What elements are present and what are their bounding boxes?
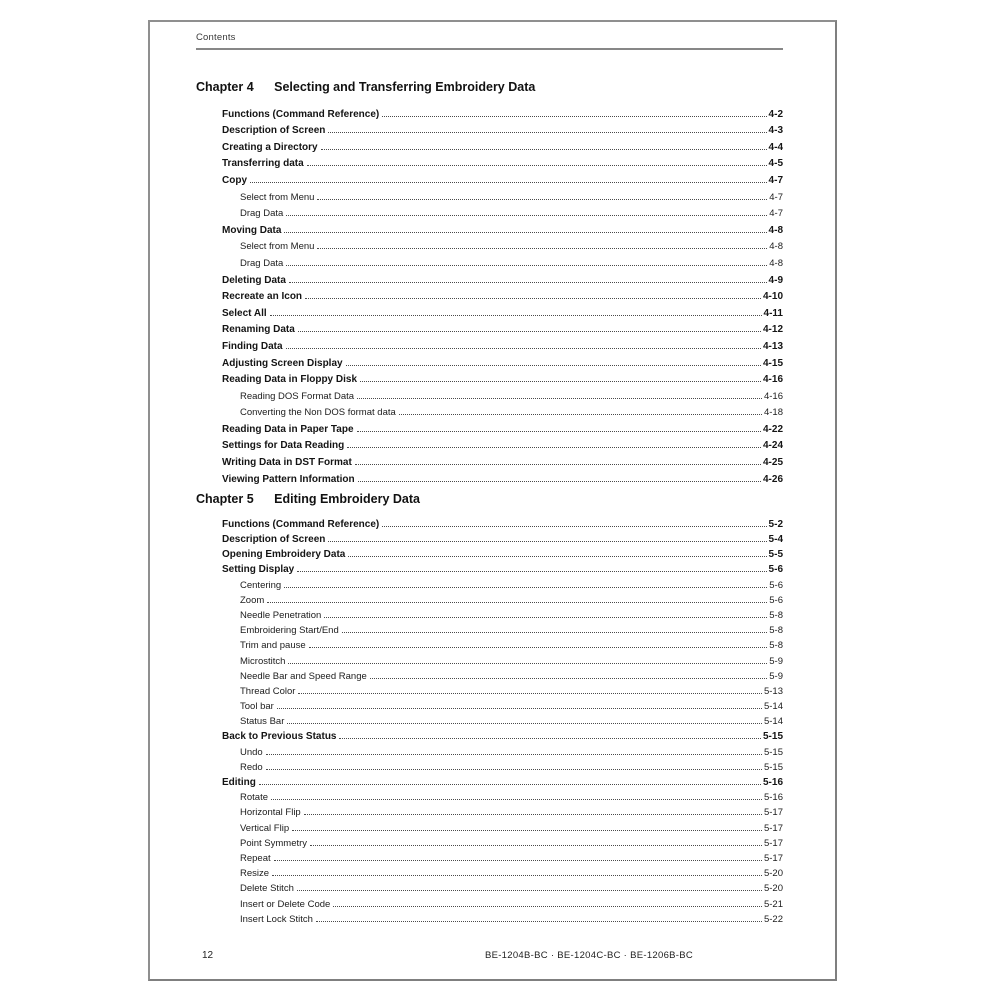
toc-entry [196,468,783,485]
dot-leader [370,678,768,679]
toc-entry-label: Undo [240,746,263,758]
toc-entry [196,667,783,682]
toc-entry-page-number: 4-13 [762,340,783,352]
toc-entry-page-number: 5-14 [763,701,783,713]
dot-leader [298,693,762,694]
dot-leader [304,814,762,815]
toc-entry-label: Needle Bar and Speed Range [240,670,367,682]
toc-entry [196,773,783,788]
toc-entry-label: Settings for Data Reading [222,440,345,452]
toc-entry-page-number: 5-17 [763,822,783,834]
toc-entry [196,153,783,170]
dot-leader [250,182,767,183]
chapter-label: Chapter 4 [196,80,254,94]
toc-entry-label: Adjusting Screen Display [222,357,343,369]
toc-entry-label: Repeat [240,852,271,864]
toc-entry [196,636,783,651]
dot-leader [357,398,762,399]
toc-entry [196,435,783,452]
toc-entry-page-number: 4-25 [762,457,783,469]
toc-entry-page-number: 4-4 [768,141,783,153]
toc-entry-label: Zoom [240,594,265,606]
dot-leader [357,431,761,432]
header-rule [196,48,783,50]
toc-entry-label: Reading DOS Format Data [240,390,355,402]
toc-entry-page-number: 5-16 [762,777,783,789]
toc-entry [196,530,783,545]
toc-entry-label: Moving Data [222,224,282,236]
toc-entry-page-number: 5-8 [769,625,783,637]
toc-entry [196,219,783,236]
toc-entry-page-number: 4-7 [768,174,783,186]
dot-leader [360,381,761,382]
dot-leader [297,890,762,891]
toc-chapter [196,80,783,485]
toc-entry-page-number: 4-8 [769,257,783,269]
toc-entry-label: Resize [240,868,270,880]
toc-entry [196,269,783,286]
toc-entry-page-number: 4-16 [763,390,783,402]
dot-leader [297,571,766,572]
dot-leader [316,921,762,922]
toc-entry [196,606,783,621]
chapter-label: Chapter 5 [196,491,254,506]
dot-leader [289,282,767,283]
toc-entry [196,252,783,269]
toc-entry-page-number: 5-17 [763,807,783,819]
toc-entry-page-number: 4-11 [763,307,783,319]
toc-entry-page-number: 5-21 [763,898,783,910]
toc-entry [196,621,783,636]
dot-leader [321,149,767,150]
dot-leader [287,723,762,724]
toc-entry [196,515,783,530]
toc-entry-label: Opening Embroidery Data [222,549,346,561]
toc-entry-page-number: 4-22 [762,423,783,435]
toc-entry-label: Functions (Command Reference) [222,108,380,120]
dot-leader [288,663,767,664]
toc-entry [196,879,783,894]
toc-entry [196,712,783,727]
toc-entry-page-number: 4-15 [762,357,783,369]
toc-entry-page-number: 4-9 [768,274,783,286]
chapter-title: Selecting and Transferring Embroidery Data [274,80,536,94]
toc-entry-page-number: 5-17 [763,852,783,864]
toc-entry-page-number: 5-9 [769,670,783,682]
toc-entry [196,727,783,742]
toc-entry [196,203,783,220]
toc-entry-page-number: 4-2 [768,108,783,120]
chapter-entries [196,103,783,485]
dot-leader [266,754,762,755]
dot-leader [339,738,761,739]
toc-entry-page-number: 4-8 [768,224,783,236]
toc-entry-page-number: 5-15 [762,731,783,743]
toc-entry-page-number: 5-20 [763,868,783,880]
toc-entry-label: Insert or Delete Code [240,898,331,910]
dot-leader [286,348,761,349]
toc-entry-label: Description of Screen [222,125,326,137]
toc-entry-page-number: 5-22 [763,913,783,925]
dot-leader [270,315,762,316]
table-of-contents [196,80,783,925]
toc-entry-label: Vertical Flip [240,822,290,834]
toc-entry-page-number: 5-8 [769,640,783,652]
toc-chapter [196,492,783,925]
toc-entry-page-number: 5-6 [768,564,783,576]
dot-leader [358,481,761,482]
toc-entry [196,758,783,773]
toc-entry-label: Setting Display [222,564,295,576]
toc-entry [196,910,783,925]
toc-entry-page-number: 4-26 [762,473,783,485]
toc-entry [196,286,783,303]
dot-leader [271,799,762,800]
dot-leader [274,860,762,861]
toc-entry [196,335,783,352]
toc-entry [196,369,783,386]
toc-entry [196,834,783,849]
toc-entry [196,169,783,186]
dot-leader [309,647,768,648]
toc-entry-label: Select All [222,307,267,319]
toc-entry [196,120,783,137]
toc-entry-label: Converting the Non DOS format data [240,407,396,419]
dot-leader [259,784,761,785]
toc-entry [196,186,783,203]
footer-model-names: BE-1204B-BC · BE-1204C-BC · BE-1206B-BC [484,950,694,961]
toc-entry-label: Viewing Pattern Information [222,473,355,485]
toc-entry [196,849,783,864]
toc-entry-label: Insert Lock Stitch [240,913,313,925]
toc-entry-page-number: 4-7 [769,191,783,203]
toc-entry [196,803,783,818]
toc-entry-label: Thread Color [240,685,296,697]
toc-entry-label: Drag Data [240,257,284,269]
toc-entry-label: Deleting Data [222,274,286,286]
dot-leader [346,365,761,366]
dot-leader [266,769,762,770]
dot-leader [399,414,762,415]
toc-entry-label: Microstitch [240,655,286,667]
dot-leader [324,617,767,618]
toc-entry [196,788,783,803]
toc-entry-page-number: 4-7 [769,208,783,220]
toc-entry-label: Transferring data [222,158,304,170]
toc-entry-page-number: 5-16 [763,792,783,804]
chapter-title: Editing Embroidery Data [274,491,420,506]
toc-entry-label: Back to Previous Status [222,731,337,743]
dot-leader [277,708,762,709]
toc-entry-label: Functions (Command Reference) [222,518,380,530]
toc-entry-page-number: 5-20 [763,883,783,895]
toc-entry-label: Point Symmetry [240,837,308,849]
toc-entry-label: Select from Menu [240,191,315,203]
dot-leader [342,632,768,633]
dot-leader [317,199,767,200]
dot-leader [328,132,766,133]
toc-entry-label: Centering [240,579,282,591]
toc-entry-page-number: 4-24 [762,440,783,452]
toc-entry [196,864,783,879]
dot-leader [310,845,762,846]
toc-entry-page-number: 4-18 [763,407,783,419]
toc-entry [196,818,783,833]
chapter-entries [196,515,783,925]
dot-leader [284,232,766,233]
toc-entry-page-number: 5-8 [769,609,783,621]
toc-entry [196,545,783,560]
toc-entry-label: Trim and pause [240,640,306,652]
toc-entry-label: Select from Menu [240,241,315,253]
dot-leader [292,830,762,831]
toc-entry [196,591,783,606]
dot-leader [347,447,761,448]
toc-entry-page-number: 5-4 [768,534,783,546]
dot-leader [267,602,767,603]
toc-entry [196,651,783,666]
dot-leader [382,116,766,117]
toc-entry [196,894,783,909]
dot-leader [333,906,762,907]
toc-entry-page-number: 4-8 [769,241,783,253]
dot-leader [328,541,766,542]
dot-leader [307,165,767,166]
toc-entry-label: Drag Data [240,208,284,220]
toc-entry [196,352,783,369]
toc-entry [196,302,783,319]
toc-entry-label: Creating a Directory [222,141,318,153]
toc-entry [196,319,783,336]
toc-entry-label: Redo [240,761,263,773]
chapter-heading [196,492,783,509]
toc-entry-label: Writing Data in DST Format [222,457,352,469]
toc-entry-label: Status Bar [240,716,285,728]
toc-entry-page-number: 5-2 [768,518,783,530]
toc-entry-label: Description of Screen [222,534,326,546]
toc-entry [196,385,783,402]
toc-entry-label: Tool bar [240,701,274,713]
toc-entry-page-number: 4-5 [768,158,783,170]
toc-entry [196,575,783,590]
toc-entry-label: Copy [222,174,247,186]
toc-entry-label: Delete Stitch [240,883,294,895]
dot-leader [317,248,767,249]
toc-entry-page-number: 5-17 [763,837,783,849]
toc-entry-page-number: 5-5 [768,549,783,561]
toc-entry-label: Editing [222,777,256,789]
toc-entry-label: Finding Data [222,340,283,352]
toc-entry-label: Renaming Data [222,324,295,336]
chapter-heading [196,80,783,97]
running-header-label: Contents [196,32,236,43]
dot-leader [286,265,767,266]
toc-entry [196,402,783,419]
toc-entry-page-number: 5-15 [763,761,783,773]
dot-leader [298,331,761,332]
dot-leader [305,298,761,299]
toc-entry-page-number: 5-6 [769,594,783,606]
toc-entry-page-number: 5-15 [763,746,783,758]
toc-entry-label: Rotate [240,792,268,804]
dot-leader [272,875,762,876]
toc-entry [196,560,783,575]
toc-entry-label: Embroidering Start/End [240,625,339,637]
toc-entry-label: Horizontal Flip [240,807,301,819]
toc-entry [196,682,783,697]
dot-leader [284,587,767,588]
footer-page-number: 12 [202,950,214,961]
dot-leader [382,526,766,527]
toc-entry [196,451,783,468]
toc-entry-label: Reading Data in Paper Tape [222,423,354,435]
document-page [148,20,837,981]
toc-entry-label: Recreate an Icon [222,291,303,303]
dot-leader [355,464,761,465]
toc-entry-page-number: 5-14 [763,716,783,728]
toc-entry-page-number: 4-10 [762,291,783,303]
toc-entry [196,418,783,435]
toc-entry-label: Needle Penetration [240,609,322,621]
toc-entry-page-number: 4-3 [768,125,783,137]
toc-entry-page-number: 4-12 [762,324,783,336]
toc-entry [196,742,783,757]
toc-entry [196,136,783,153]
toc-entry-page-number: 5-9 [769,655,783,667]
toc-entry-page-number: 5-6 [769,579,783,591]
toc-entry [196,697,783,712]
toc-entry [196,236,783,253]
toc-entry-page-number: 4-16 [762,374,783,386]
dot-leader [286,215,767,216]
toc-entry-page-number: 5-13 [763,685,783,697]
dot-leader [348,556,766,557]
toc-entry-label: Reading Data in Floppy Disk [222,374,358,386]
toc-entry [196,103,783,120]
